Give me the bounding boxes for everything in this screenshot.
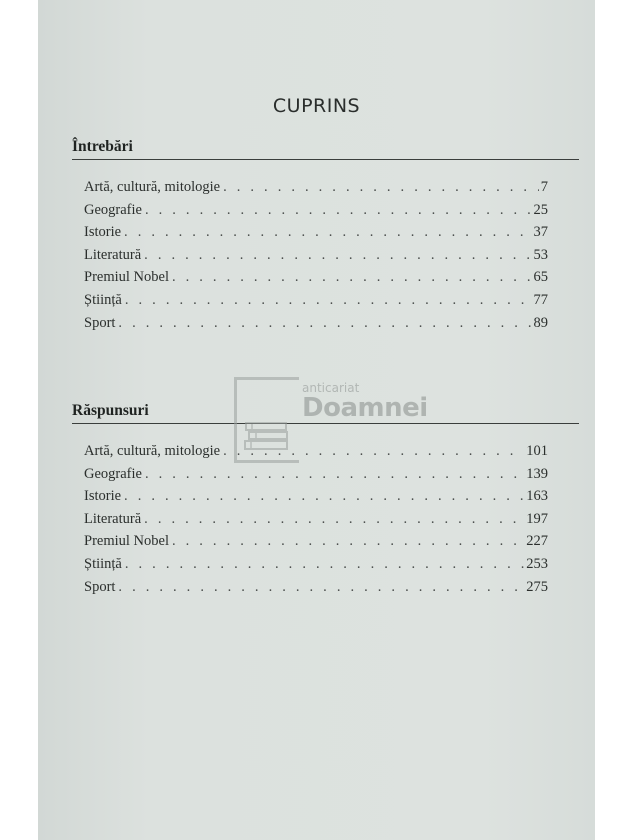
toc-entry [84, 176, 548, 199]
toc-entry [84, 221, 548, 244]
toc-entry-page: 163 [526, 488, 548, 505]
toc-entry-label: Artă, cultură, mitologie [84, 443, 221, 459]
toc-entry-label: Literatură [84, 510, 142, 527]
toc-entry-label: Geografie [84, 201, 142, 218]
leader-dots [145, 463, 524, 486]
toc-entry-page: 89 [533, 314, 548, 331]
leader-dots [125, 553, 524, 576]
leader-dots [172, 530, 524, 553]
toc-entry-label: Știință [84, 555, 122, 572]
leader-dots [223, 176, 539, 199]
books-icon [244, 421, 290, 451]
toc-entry-label: Premiul Nobel [84, 269, 169, 286]
leader-dots [118, 312, 531, 335]
leader-dots [118, 576, 524, 599]
section-heading-raspunsuri: Răspunsuri [72, 402, 579, 424]
leader-dots [144, 244, 531, 267]
toc-entry-page: 77 [533, 291, 548, 308]
toc-entry-page: 275 [526, 578, 548, 595]
toc-entry-page: 65 [533, 269, 548, 286]
toc-entry [84, 553, 548, 576]
toc-entry-label: Sport [84, 314, 116, 331]
toc-entry-page: 197 [526, 510, 548, 527]
toc-entry-page: 101 [526, 443, 548, 459]
toc-entry [84, 266, 548, 289]
toc-entry-page: 227 [526, 533, 548, 550]
toc-entry [84, 199, 548, 222]
toc-entry [84, 312, 548, 335]
toc-entry-page: 25 [533, 201, 548, 218]
toc-entry [84, 530, 548, 553]
toc-entry-label: Geografie [84, 465, 142, 482]
leader-dots [145, 199, 532, 222]
toc-entry-label: Istorie [84, 224, 122, 241]
toc-entry [84, 485, 548, 508]
toc-entry-page: 37 [533, 224, 548, 241]
toc-entry [84, 440, 548, 463]
toc-entry-label: Știință [84, 291, 122, 308]
toc-list-raspunsuri [84, 440, 548, 598]
toc-entry-page: 53 [533, 246, 548, 263]
leader-dots [125, 289, 532, 312]
page-title: CUPRINS [272, 95, 361, 117]
toc-entry-label: Artă, cultură, mitologie [84, 179, 221, 195]
toc-entry [84, 244, 548, 267]
toc-entry-page: 7 [540, 179, 548, 195]
toc-entry-page: 253 [526, 555, 548, 572]
toc-entry [84, 289, 548, 312]
toc-list-intrebari [84, 176, 548, 334]
leader-dots [124, 485, 524, 508]
toc-entry [84, 576, 548, 599]
leader-dots [172, 266, 532, 289]
toc-entry [84, 463, 548, 486]
book-page [38, 0, 595, 840]
leader-dots [124, 221, 531, 244]
toc-entry-label: Sport [84, 578, 116, 595]
toc-entry-label: Literatură [84, 246, 142, 263]
watermark-brand-text: Doamnei [302, 393, 428, 423]
toc-entry [84, 508, 548, 531]
watermark-small-text: anticariat [302, 381, 360, 395]
leader-dots [144, 508, 524, 531]
toc-entry-label: Istorie [84, 488, 122, 505]
toc-entry-label: Premiul Nobel [84, 533, 169, 550]
section-heading-intrebari: Întrebări [72, 138, 579, 160]
toc-entry-page: 139 [526, 465, 548, 482]
